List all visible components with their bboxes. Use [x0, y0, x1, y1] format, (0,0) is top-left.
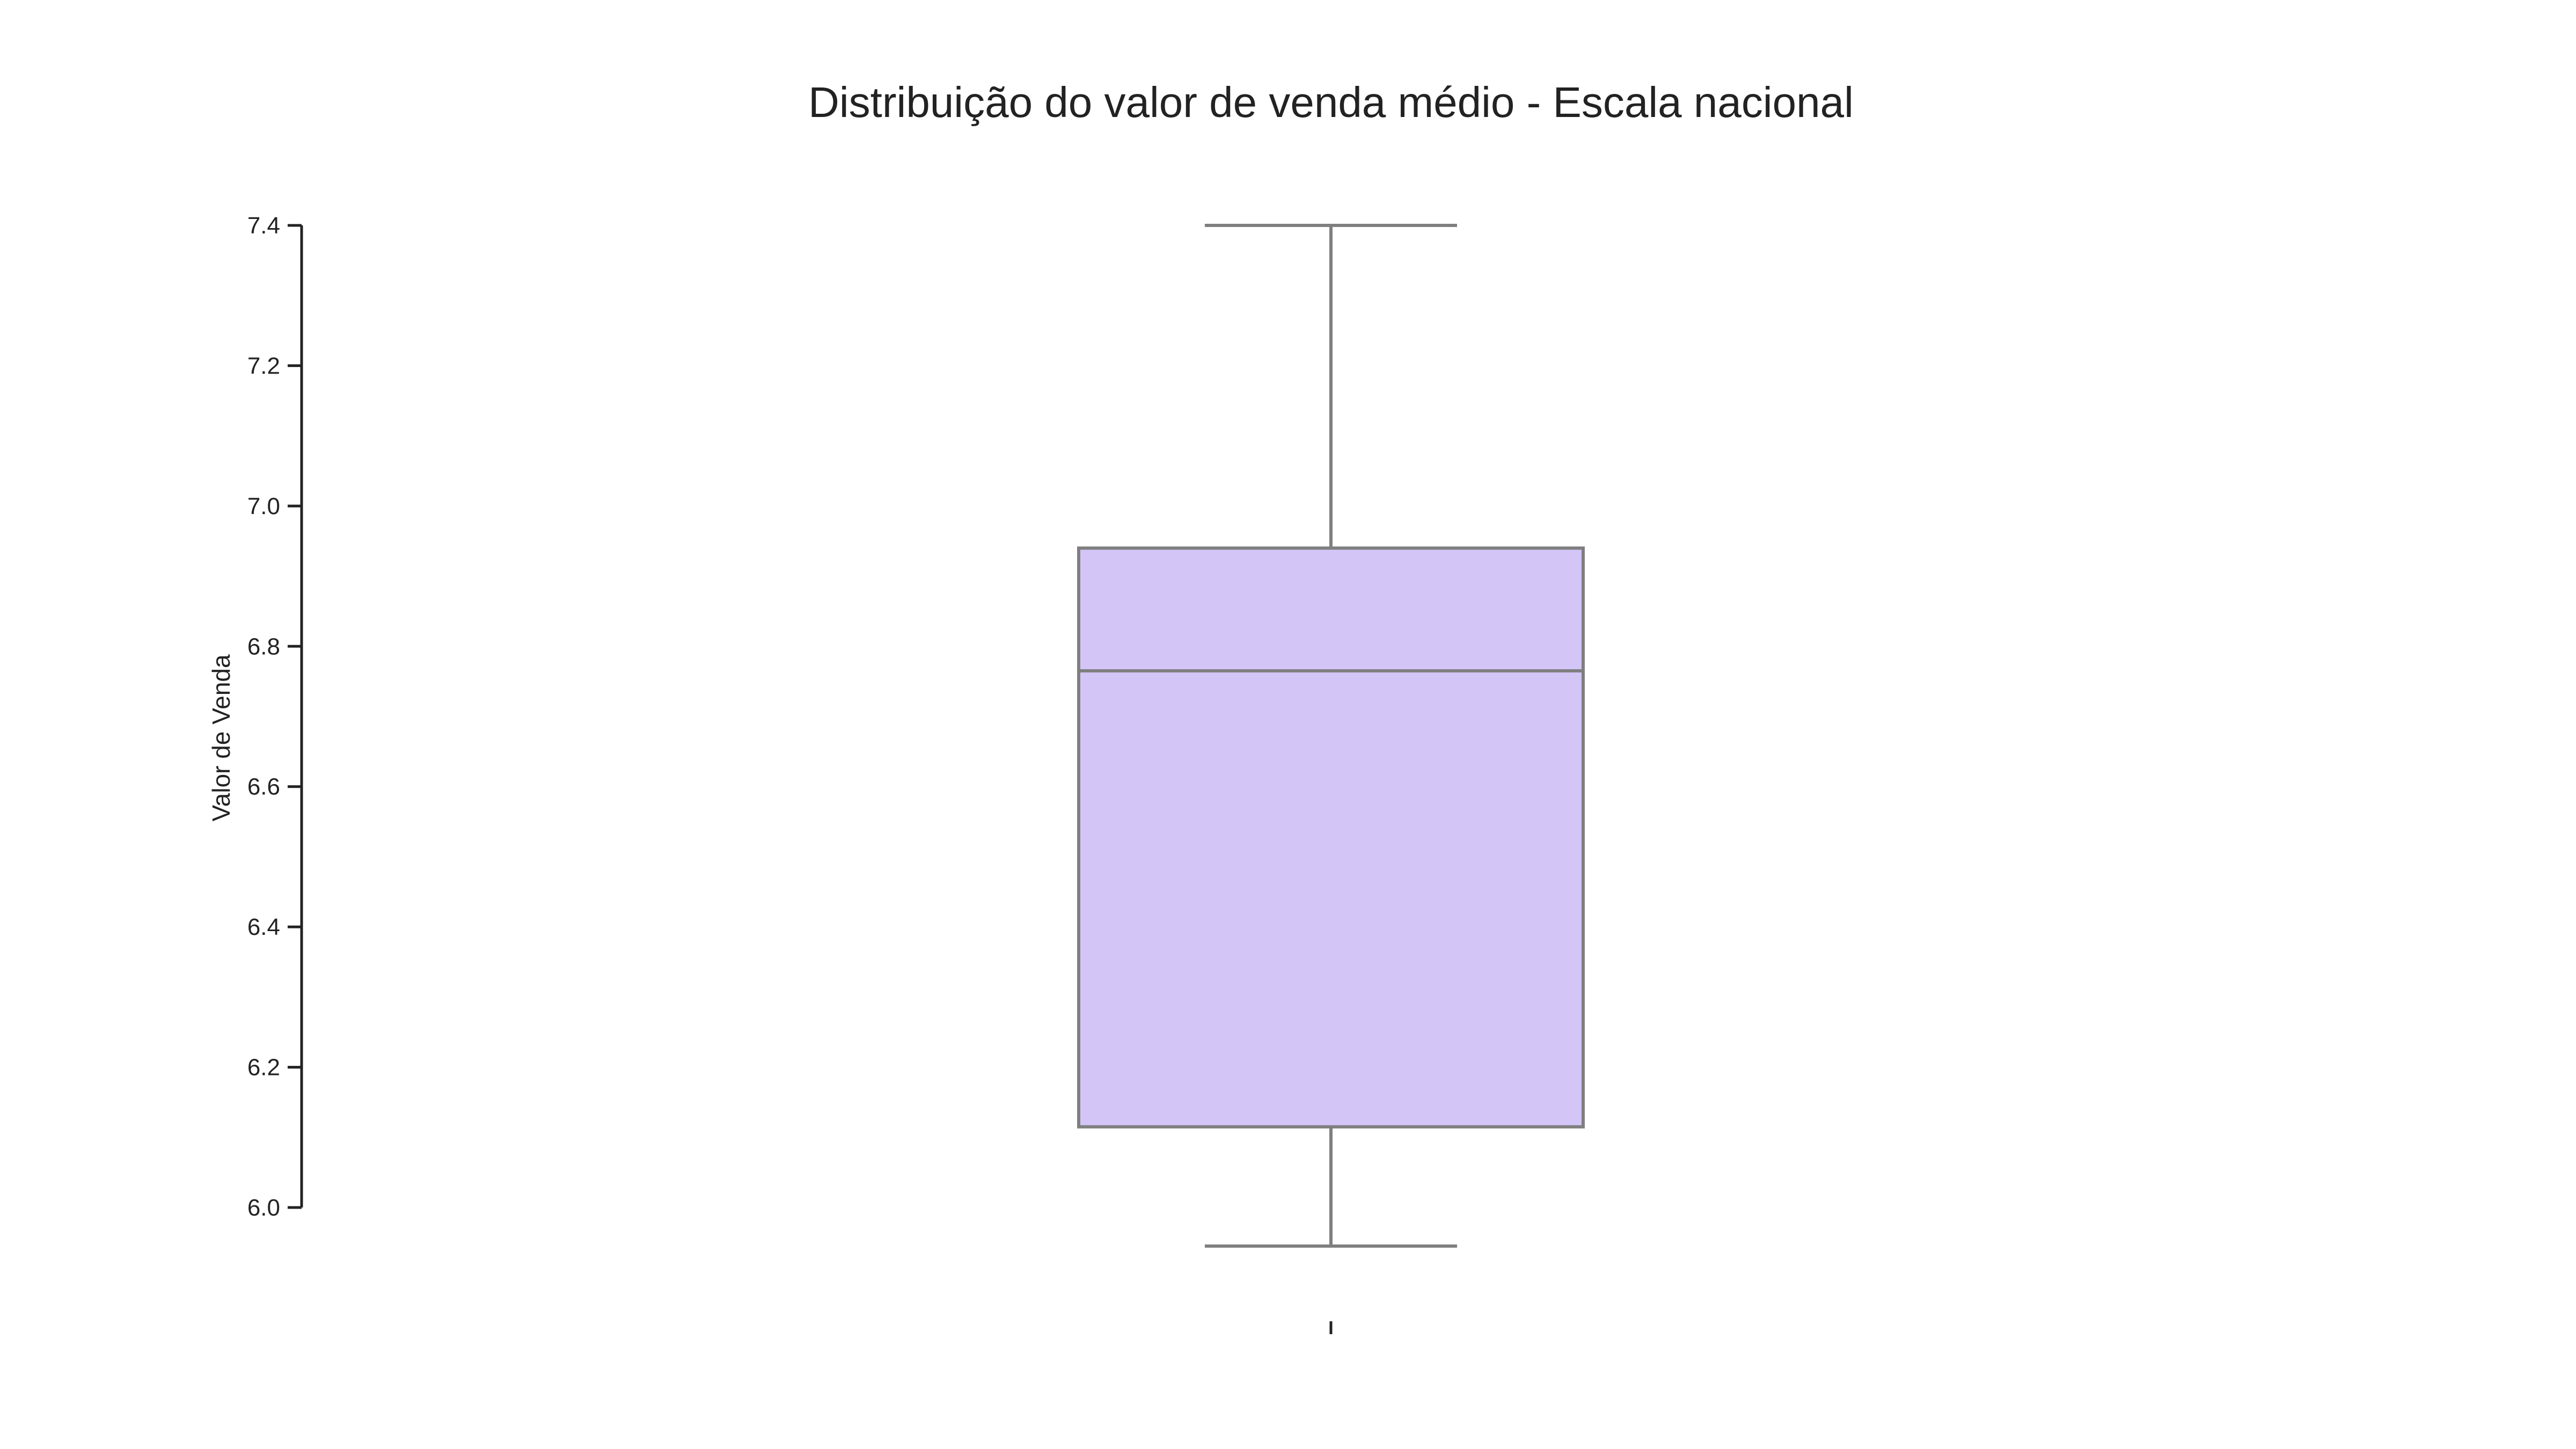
box-plot: [1079, 225, 1583, 1246]
y-tick-label: 7.0: [247, 493, 280, 519]
box-iqr: [1079, 548, 1583, 1126]
y-tick-label: 6.2: [247, 1054, 280, 1081]
y-tick-label: 6.6: [247, 773, 280, 800]
y-axis: [247, 213, 302, 1221]
chart-title: Distribuição do valor de venda médio - Escala nacional: [808, 78, 1854, 126]
y-axis-label: Valor de Venda: [207, 654, 235, 822]
box-plot-group: [1079, 225, 1583, 1246]
y-tick-label: 7.4: [247, 213, 280, 239]
y-tick-label: 6.8: [247, 633, 280, 660]
y-tick-label: 6.4: [247, 914, 280, 941]
y-tick-label: 6.0: [247, 1195, 280, 1221]
y-tick-label: 7.2: [247, 353, 280, 379]
